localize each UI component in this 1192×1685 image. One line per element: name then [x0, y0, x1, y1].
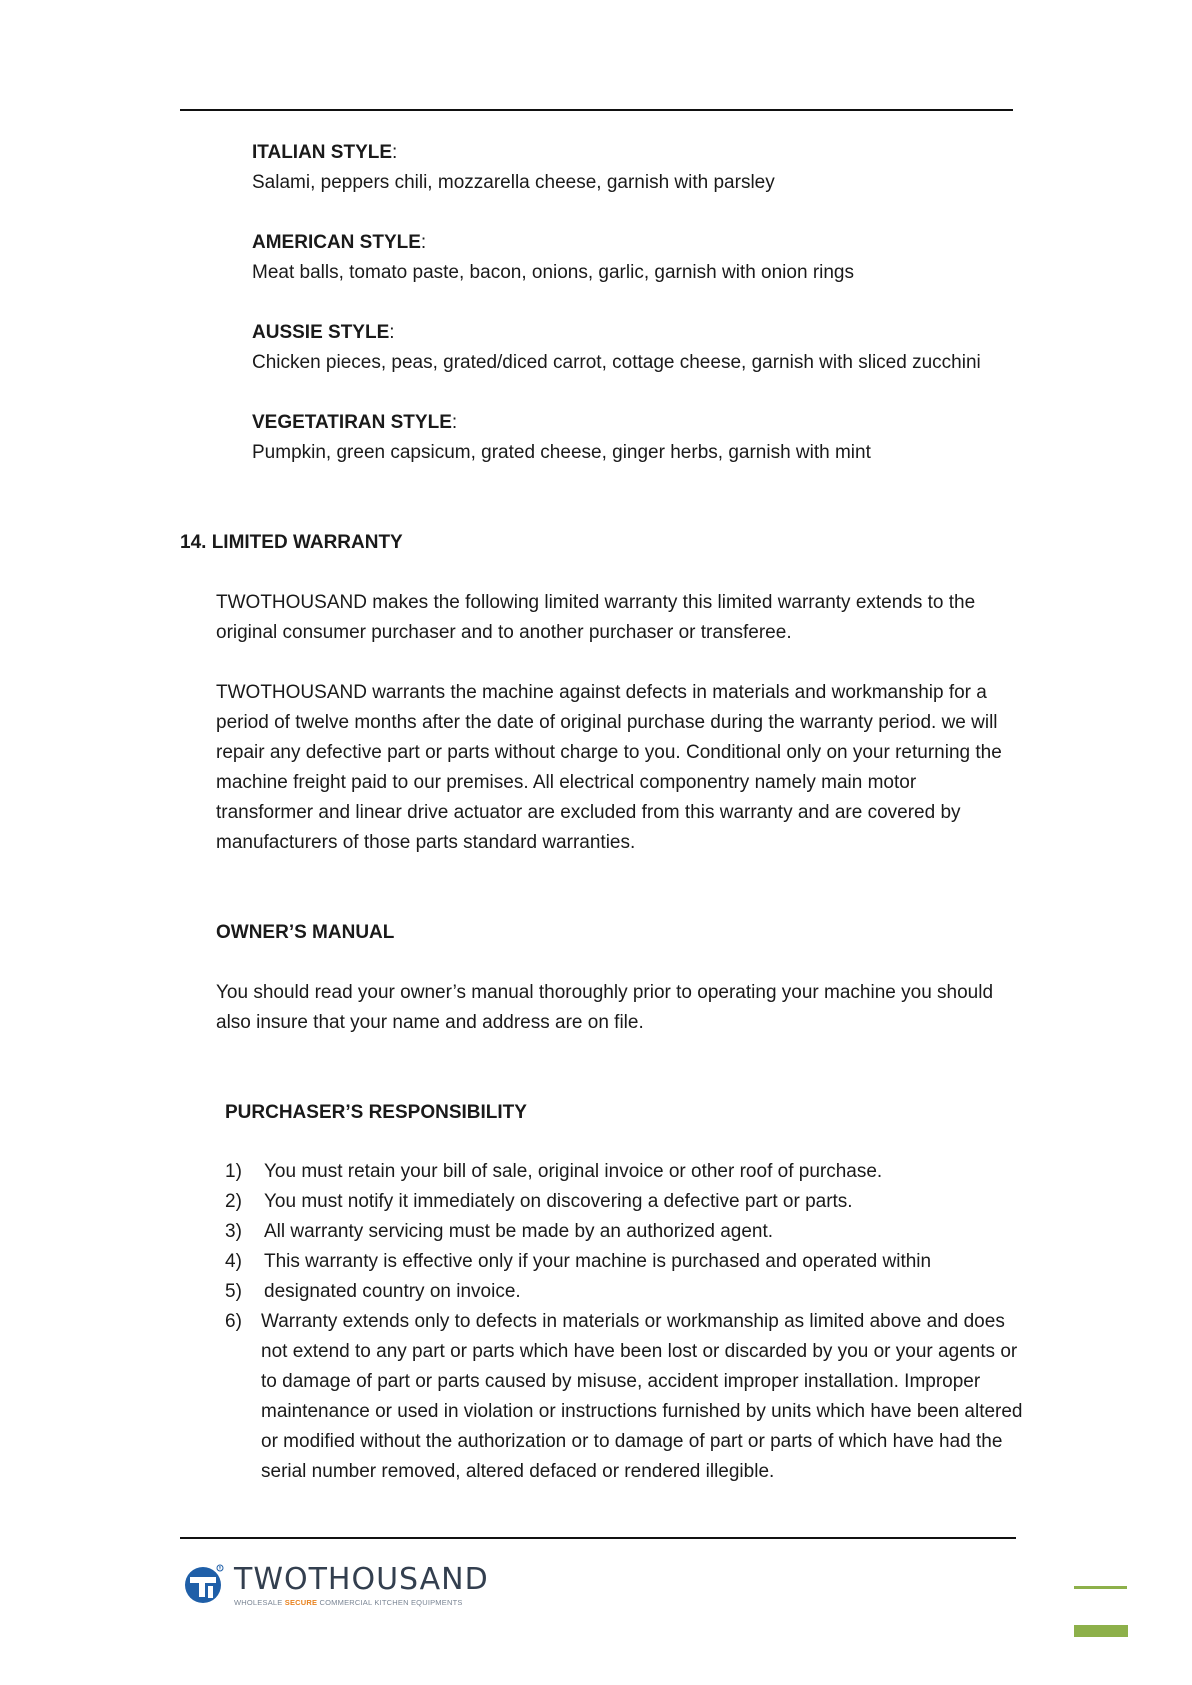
style-block-aussie [252, 321, 981, 375]
purchaser-responsibility-list [225, 1157, 1025, 1487]
style-block-american [252, 231, 854, 285]
style-title: AUSSIE STYLE: [252, 322, 395, 343]
style-description: Salami, peppers chili, mozzarella cheese, garnish with parsley [252, 172, 775, 193]
style-title: AMERICAN STYLE: [252, 232, 427, 253]
twothousand-logo-icon [184, 1564, 224, 1604]
purchaser-responsibility-heading: PURCHASER’S RESPONSIBILITY [225, 1102, 527, 1123]
list-item: 3) All warranty servicing must be made by an authorized agent. [225, 1221, 774, 1242]
style-block-vegetarian [252, 411, 871, 465]
style-description: Chicken pieces, peas, grated/diced carrot, cottage cheese, garnish with sliced zucchini [252, 352, 981, 373]
warranty-paragraph-2: TWOTHOUSAND warrants the machine against defects in materials and workmanship for a period of twelve months after the date of original purchase during the warranty period. we will repair any defective part or parts without charge to you. Conditional only on your returning the machine freight paid to our premises. All electrical componentry namely main motor transformer and linear drive actuator are excluded from this warranty and are covered by manufacturers of those parts standard warranties. [216, 682, 1002, 853]
svg-text:R: R [218, 1565, 222, 1571]
style-block-italian [252, 141, 775, 195]
list-item: 4) This warranty is effective only if your machine is purchased and operated within [225, 1251, 932, 1272]
style-title: ITALIAN STYLE: [252, 142, 398, 163]
style-description: Pumpkin, green capsicum, grated cheese, ginger herbs, garnish with mint [252, 442, 871, 463]
warranty-paragraph-1: TWOTHOUSAND makes the following limited warranty this limited warranty extends to the original consumer purchaser and to another purchaser or transferee. [216, 592, 976, 643]
header-divider [180, 109, 1013, 111]
footer-divider [180, 1537, 1016, 1539]
owners-manual-paragraph: You should read your owner’s manual thoroughly prior to operating your machine you should also insure that your name and address are on file. [216, 982, 994, 1033]
list-item: 6) Warranty extends only to defects in materials or workmanship as limited above and does not extend to any part or parts which have been lost or discarded by you or your agents or to damage of part or parts caused by misuse, accident improper installation. Improper maintenance or used in violation or instructions furnished by units which have been altered or modified without the authorization or to damage of part or parts of which have had the serial number removed, altered defaced or rendered illegible. [225, 1311, 1023, 1482]
brand-name: TWOTHOUSAND [234, 1562, 489, 1597]
owners-manual-heading: OWNER’S MANUAL [216, 922, 395, 943]
list-item: 1) You must retain your bill of sale, original invoice or other roof of purchase. [225, 1161, 883, 1182]
warranty-heading: 14. LIMITED WARRANTY [180, 532, 403, 553]
style-title: VEGETATIRAN STYLE: [252, 412, 458, 433]
page-decoration-line [1074, 1586, 1127, 1589]
list-item: 5) designated country on invoice. [225, 1281, 521, 1302]
style-description: Meat balls, tomato paste, bacon, onions, garlic, garnish with onion rings [252, 262, 854, 283]
brand-tagline: WHOLESALE SECURE COMMERCIAL KITCHEN EQUIPMENTS [234, 1598, 463, 1607]
page-decoration-bar [1074, 1625, 1128, 1637]
list-item: 2) You must notify it immediately on discovering a defective part or parts. [225, 1191, 853, 1212]
company-logo [184, 1564, 489, 1607]
